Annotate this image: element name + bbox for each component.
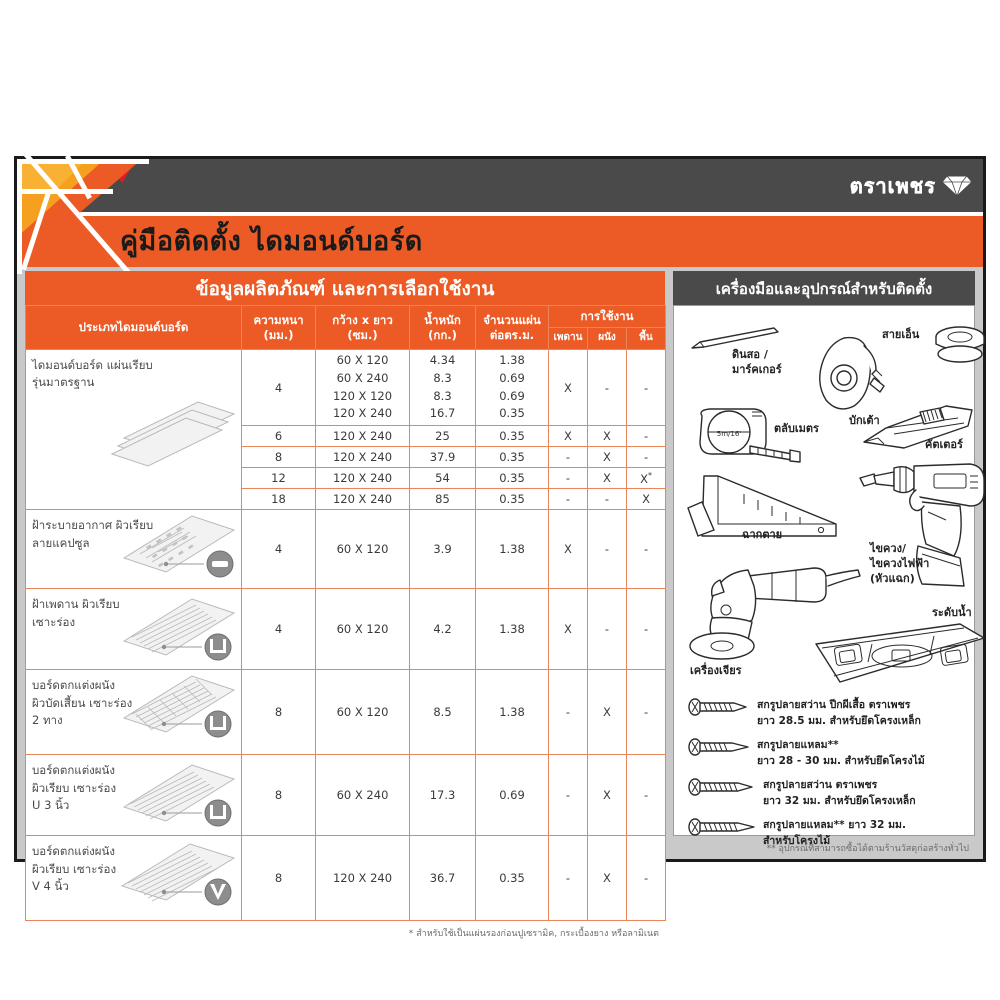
v-groove-wall-board-thumb <box>120 840 242 908</box>
tools-band-title: เครื่องมือและอุปกรณ์สำหรับติดตั้ง <box>673 271 975 305</box>
col-sheets-label: จำนวนแผ่น <box>483 313 541 328</box>
size-7: 60 X 120 <box>316 670 410 755</box>
usage-floor-2: - <box>627 447 666 468</box>
chalk-line-reel-icon <box>932 324 988 364</box>
page-title: คู่มือติดตั้ง ไดมอนด์บอร์ด <box>120 226 423 257</box>
screw-item-0 <box>688 698 921 730</box>
product-specification-table <box>25 305 666 921</box>
right-footnote: ** อุปกรณ์ที่สามารถซื้อได้ตามร้านวัสดุก่อสร้างทั่วไป <box>766 844 969 854</box>
screw-text-1: สกรูปลายแหลม** ยาว 28 - 30 มม. สำหรับยึดโครงไม้ <box>757 739 925 767</box>
sheets-9: 0.35 <box>476 836 549 921</box>
usage-ceiling-7: - <box>549 670 588 755</box>
col-weight <box>410 306 476 350</box>
weight-1: 25 <box>410 426 476 447</box>
product-name-cell-2 <box>26 589 242 670</box>
usage-ceiling-9: - <box>549 836 588 921</box>
usage-wall-9: X <box>588 836 627 921</box>
table-row <box>26 350 666 426</box>
product-name-line1: ฝ้าเพดาน ผิวเรียบ <box>32 597 120 612</box>
weight-4: 85 <box>410 489 476 510</box>
weight-6: 4.2 <box>410 589 476 670</box>
product-info-band-title: ข้อมูลผลิตภัณฑ์ และการเลือกใช้งาน <box>25 271 665 305</box>
usage-ceiling-8: - <box>549 755 588 836</box>
sheets-6: 1.38 <box>476 589 549 670</box>
usage-wall-7: X <box>588 670 627 755</box>
usage-ceiling-1: X <box>549 426 588 447</box>
product-name-line2: ผิวเรียบ เซาะร่อง <box>32 780 117 795</box>
u-groove-edge-icon <box>205 800 231 826</box>
col-size-label: กว้าง x ยาว <box>332 313 393 328</box>
usage-floor-1: - <box>627 426 666 447</box>
table-row <box>26 589 666 670</box>
screw-item-2 <box>688 778 916 810</box>
u-groove-edge-icon <box>205 634 231 660</box>
usage-floor-8: - <box>627 755 666 836</box>
angle-grinder-label: เครื่องเจียร <box>690 664 742 677</box>
self-drilling-screw-32-icon <box>688 778 756 796</box>
table-row <box>26 510 666 589</box>
size-9: 120 X 240 <box>316 836 410 921</box>
product-name-line3: V 4 นิ้ว <box>32 878 69 893</box>
thickness-4: 18 <box>242 489 316 510</box>
framing-square-label: ฉากตาย <box>742 528 783 541</box>
col-usage-ceiling: เพดาน <box>549 328 588 350</box>
col-sheets-unit: ต่อตร.ม. <box>489 327 535 342</box>
u-groove-wall-board-thumb <box>122 761 242 825</box>
weight-7: 8.5 <box>410 670 476 755</box>
screw-item-3 <box>688 818 906 850</box>
poster-header <box>17 159 983 267</box>
left-footnote: * สำหรับใช้เป็นแผ่นรองก่อนปูเซรามิค, กระเบื้องยาง หรือลามิเนต <box>408 929 659 940</box>
col-thickness-unit: (มม.) <box>263 327 294 342</box>
product-name-line1: บอร์ดตกแต่งผนัง <box>32 678 115 693</box>
product-name-line1: ไดมอนด์บอร์ด แผ่นเรียบ <box>32 358 153 372</box>
table-row <box>26 836 666 921</box>
usage-floor-0: - <box>627 350 666 426</box>
product-name-cell-3 <box>26 670 242 755</box>
size-2: 120 X 240 <box>316 447 410 468</box>
sheets-8: 0.69 <box>476 755 549 836</box>
product-name-line1: ฝ้าระบายอากาศ ผิวเรียบ <box>32 518 154 533</box>
diamond-icon <box>941 175 973 197</box>
usage-floor-5: - <box>627 510 666 589</box>
weight-9: 36.7 <box>410 836 476 921</box>
thickness-6: 4 <box>242 589 316 670</box>
col-thickness <box>242 306 316 350</box>
header-dark-band <box>17 159 983 212</box>
brand-name: ตราเพชร <box>849 174 936 198</box>
col-size-unit: (ซม.) <box>347 327 378 342</box>
sheets-3: 0.35 <box>476 468 549 489</box>
size-4: 120 X 240 <box>316 489 410 510</box>
usage-ceiling-3: - <box>549 468 588 489</box>
usage-wall-5: - <box>588 510 627 589</box>
sheets-0: 1.38 0.69 0.69 0.35 <box>476 350 549 426</box>
screw-text-0: สกรูปลายสว่าน ปีกผีเสื้อ ตราเพชร ยาว 28.5 มม. สำหรับยึดโครงเหล็ก <box>757 699 921 727</box>
size-6: 60 X 120 <box>316 589 410 670</box>
product-name-line3: U 3 นิ้ว <box>32 797 70 812</box>
thickness-7: 8 <box>242 670 316 755</box>
screw-text-2: สกรูปลายสว่าน ตราเพชร ยาว 32 มม. สำหรับยึดโครงเหล็ก <box>763 779 916 807</box>
size-5: 60 X 120 <box>316 510 410 589</box>
col-sheets <box>476 306 549 350</box>
poster-body <box>25 271 975 940</box>
stacked-flat-sheets-thumb <box>88 388 238 460</box>
col-usage-wall: ผนัง <box>588 328 627 350</box>
grooved-ceiling-board-thumb <box>122 595 242 659</box>
weight-5: 3.9 <box>410 510 476 589</box>
thickness-3: 12 <box>242 468 316 489</box>
chalk-box-label: บักเต้า <box>849 414 880 427</box>
two-way-grooved-wall-board-thumb <box>122 674 242 742</box>
slot-edge-icon <box>207 551 233 577</box>
weight-2: 37.9 <box>410 447 476 468</box>
usage-floor-3: X* <box>627 468 666 489</box>
u-groove-edge-icon <box>205 711 231 737</box>
col-weight-label: น้ำหนัก <box>424 313 461 328</box>
brand-logo <box>850 165 973 207</box>
usage-ceiling-2: - <box>549 447 588 468</box>
usage-wall-2: X <box>588 447 627 468</box>
size-0: 60 X 120 60 X 240 120 X 120 120 X 240 <box>316 350 410 426</box>
product-name-line1: บอร์ดตกแต่งผนัง <box>32 763 115 778</box>
sheets-2: 0.35 <box>476 447 549 468</box>
utility-knife-label: คัตเตอร์ <box>925 438 963 451</box>
product-name-cell-0 <box>26 350 242 510</box>
usage-floor-9: - <box>627 836 666 921</box>
sheets-1: 0.35 <box>476 426 549 447</box>
thickness-0: 4 <box>242 350 316 426</box>
thickness-1: 6 <box>242 426 316 447</box>
product-info-column <box>25 271 665 940</box>
table-row <box>26 670 666 755</box>
usage-wall-6: - <box>588 589 627 670</box>
usage-ceiling-0: X <box>549 350 588 426</box>
sharp-point-screw-icon <box>688 738 750 756</box>
product-name-line2: รุ่นมาตรฐาน <box>32 375 95 390</box>
tape-measure-label: ตลับเมตร <box>774 422 819 435</box>
usage-wall-0: - <box>588 350 627 426</box>
screw-text-3: สกรูปลายแหลม** ยาว 32 มม. สำหรับโครงไม้ <box>763 819 906 847</box>
sharp-point-screw-32-icon <box>688 818 756 836</box>
spirit-level-label: ระดับน้ำ <box>932 606 972 619</box>
usage-wall-1: X <box>588 426 627 447</box>
col-thickness-label: ความหนา <box>253 313 304 328</box>
chalk-line-reel-label: สายเอ็น <box>882 328 920 341</box>
weight-8: 17.3 <box>410 755 476 836</box>
self-drilling-screw-icon <box>688 698 750 716</box>
sheets-4: 0.35 <box>476 489 549 510</box>
usage-ceiling-4: - <box>549 489 588 510</box>
table-row <box>26 755 666 836</box>
usage-ceiling-5: X <box>549 510 588 589</box>
spirit-level-icon <box>812 622 988 692</box>
usage-wall-4: - <box>588 489 627 510</box>
product-name-cell-5 <box>26 836 242 921</box>
col-weight-unit: (กก.) <box>428 327 457 342</box>
thickness-5: 4 <box>242 510 316 589</box>
tools-illustration-box <box>673 305 975 847</box>
floor-asterisk: * <box>647 470 652 480</box>
product-name-cell-1 <box>26 510 242 589</box>
col-type: ประเภทไดมอนด์บอร์ด <box>26 306 242 350</box>
v-groove-edge-icon <box>205 879 231 905</box>
usage-wall-8: X <box>588 755 627 836</box>
product-name-line2: เซาะร่อง <box>32 614 76 629</box>
drill-label: ไขควง/ ไขควงไฟฟ้า (หัวแฉก) <box>870 542 930 585</box>
size-1: 120 X 240 <box>316 426 410 447</box>
usage-wall-3: X <box>588 468 627 489</box>
product-name-line1: บอร์ดตกแต่งผนัง <box>32 844 115 859</box>
table-header-row <box>26 306 666 328</box>
product-name-line3: 2 ทาง <box>32 712 63 727</box>
sheets-7: 1.38 <box>476 670 549 755</box>
size-3: 120 X 240 <box>316 468 410 489</box>
screw-item-1 <box>688 738 925 770</box>
thickness-2: 8 <box>242 447 316 468</box>
usage-ceiling-6: X <box>549 589 588 670</box>
tape-face-text: 5m/16' <box>716 430 742 438</box>
pencil-marker-label: ดินสอ / มาร์คเกอร์ <box>732 348 782 376</box>
usage-floor-4: X <box>627 489 666 510</box>
tape-measure-icon <box>688 406 806 468</box>
col-usage: การใช้งาน <box>549 306 666 328</box>
size-8: 60 X 240 <box>316 755 410 836</box>
weight-0: 4.34 8.3 8.3 16.7 <box>410 350 476 426</box>
product-name-line2: ผิวบัดเสี้ยน เซาะร่อง <box>32 695 133 710</box>
product-name-line2: ลายแคปซูล <box>32 535 90 550</box>
weight-3: 54 <box>410 468 476 489</box>
col-usage-floor: พื้น <box>627 328 666 350</box>
tools-column <box>673 271 975 854</box>
product-name-cell-4 <box>26 755 242 836</box>
sheets-5: 1.38 <box>476 510 549 589</box>
usage-floor-7: - <box>627 670 666 755</box>
col-size <box>316 306 410 350</box>
thickness-9: 8 <box>242 836 316 921</box>
installation-guide-poster <box>14 156 986 940</box>
usage-floor-6: - <box>627 589 666 670</box>
thickness-8: 8 <box>242 755 316 836</box>
perforated-capsule-board-thumb <box>122 514 242 576</box>
product-name-line2: ผิวเรียบ เซาะร่อง <box>32 861 117 876</box>
